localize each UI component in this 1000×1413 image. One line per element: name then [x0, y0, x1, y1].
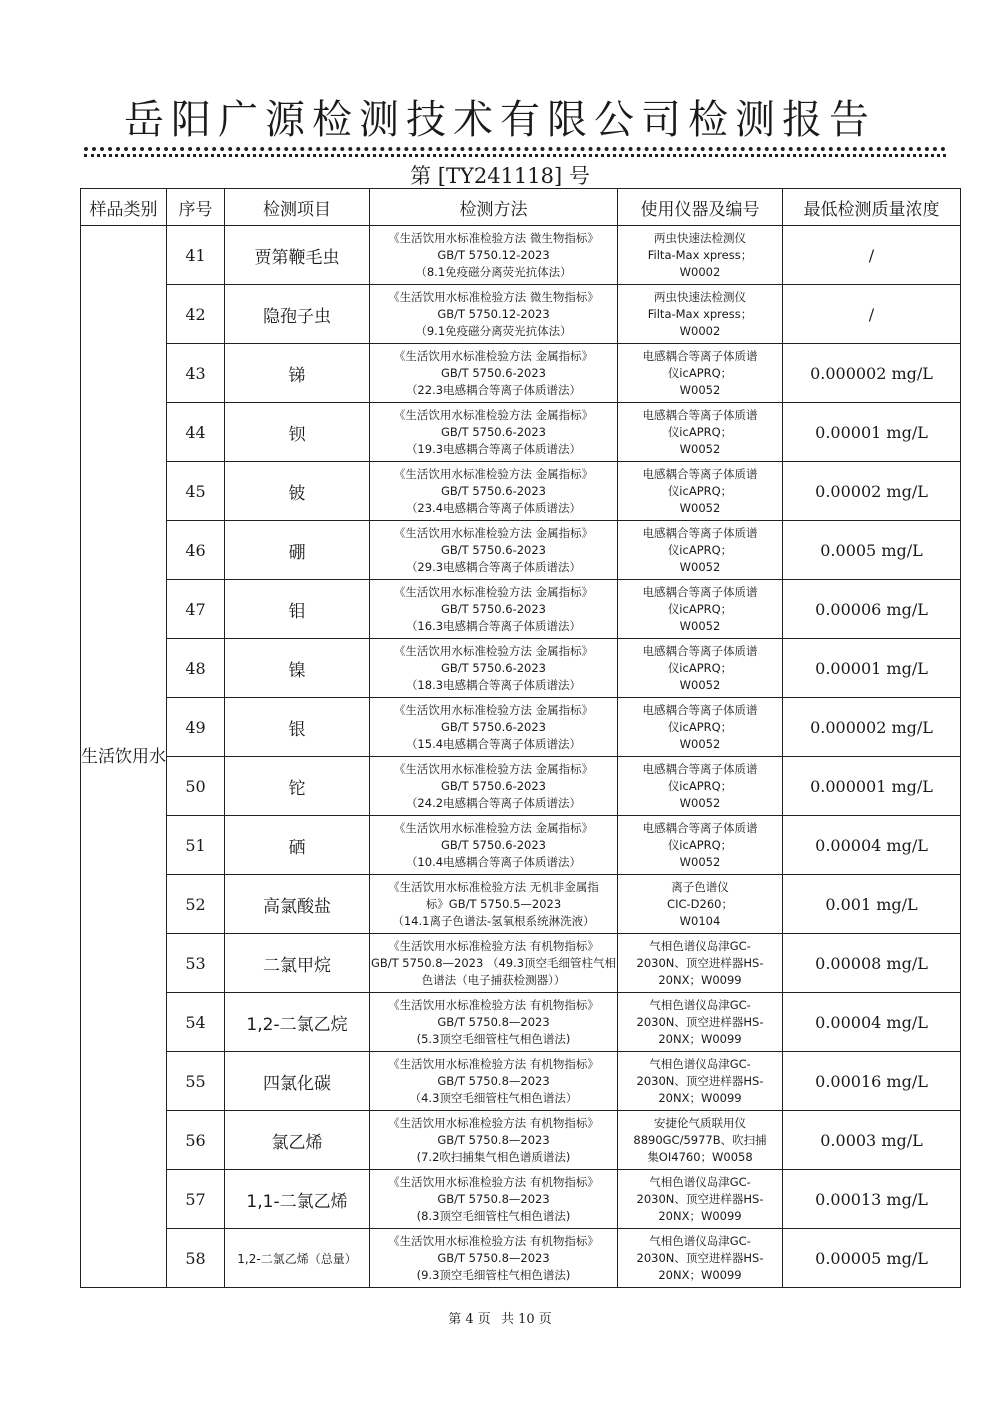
row-item: 银 [225, 698, 370, 757]
method-line: 《生活饮用水标准检验方法 金属指标》 [393, 761, 594, 776]
instrument-line: 电感耦合等离子体质谱 [642, 643, 758, 658]
row-instrument [618, 816, 783, 875]
header-category: 样品类别 [81, 189, 167, 226]
row-limit: 0.00006 mg/L [783, 580, 961, 639]
row-limit: / [783, 226, 961, 285]
method-line: 《生活饮用水标准检验方法 金属指标》 [393, 525, 594, 540]
row-seq: 43 [167, 344, 225, 403]
instrument-line: 气相色谱仪岛津GC- [649, 1233, 751, 1248]
row-method [370, 639, 618, 698]
method-line: （22.3电感耦合等离子体质谱法） [405, 382, 582, 397]
table-row [81, 639, 961, 698]
row-item: 隐孢子虫 [225, 285, 370, 344]
row-method [370, 580, 618, 639]
report-number: 第 [TY241118] 号 [410, 164, 590, 188]
row-limit: 0.00001 mg/L [783, 403, 961, 462]
title-divider-secondary [84, 154, 946, 157]
method-line: 《生活饮用水标准检验方法 金属指标》 [393, 407, 594, 422]
row-seq: 49 [167, 698, 225, 757]
instrument-line: 仪icAPRQ； [667, 483, 733, 498]
table-row [81, 1229, 961, 1288]
instrument-line: 仪icAPRQ； [667, 542, 733, 557]
row-seq: 47 [167, 580, 225, 639]
instrument-line: W0052 [679, 677, 721, 692]
instrument-line: 气相色谱仪岛津GC- [649, 1056, 751, 1071]
instrument-line: 仪icAPRQ； [667, 601, 733, 616]
header-method: 检测方法 [370, 189, 618, 226]
method-line: 标》GB/T 5750.5—2023 [425, 896, 562, 911]
method-line: （19.3电感耦合等离子体质谱法） [405, 441, 582, 456]
method-line: （15.4电感耦合等离子体质谱法） [405, 736, 582, 751]
table-row [81, 757, 961, 816]
method-line: GB/T 5750.8—2023 [437, 1132, 550, 1147]
row-instrument [618, 1229, 783, 1288]
instrument-line: 气相色谱仪岛津GC- [649, 997, 751, 1012]
row-limit: 0.00004 mg/L [783, 816, 961, 875]
row-method [370, 285, 618, 344]
title-divider [84, 147, 946, 151]
method-line: GB/T 5750.6-2023 [440, 542, 546, 557]
table-row [81, 226, 961, 285]
row-instrument [618, 226, 783, 285]
row-limit: 0.0003 mg/L [783, 1111, 961, 1170]
row-instrument [618, 344, 783, 403]
row-seq: 57 [167, 1170, 225, 1229]
row-method [370, 875, 618, 934]
row-instrument [618, 934, 783, 993]
row-limit: / [783, 285, 961, 344]
row-item: 铍 [225, 462, 370, 521]
table-row [81, 580, 961, 639]
method-line: （23.4电感耦合等离子体质谱法） [405, 500, 582, 515]
row-limit: 0.00004 mg/L [783, 993, 961, 1052]
instrument-line: 8890GC/5977B、吹扫捕 [633, 1132, 767, 1147]
method-line: 《生活饮用水标准检验方法 有机物指标》 [388, 1115, 599, 1130]
method-line: GB/T 5750.6-2023 [440, 778, 546, 793]
table-row [81, 344, 961, 403]
table-row [81, 403, 961, 462]
method-line: GB/T 5750.12-2023 [437, 306, 550, 321]
method-line: （16.3电感耦合等离子体质谱法） [405, 618, 582, 633]
method-line: (5.3顶空毛细管柱气相色谱法) [416, 1031, 571, 1046]
instrument-line: 电感耦合等离子体质谱 [642, 702, 758, 717]
row-method [370, 993, 618, 1052]
row-instrument [618, 580, 783, 639]
method-line: (9.3顶空毛细管柱气相色谱法) [416, 1267, 571, 1282]
table-row [81, 285, 961, 344]
row-method [370, 462, 618, 521]
method-line: 《生活饮用水标准检验方法 金属指标》 [393, 466, 594, 481]
row-seq: 44 [167, 403, 225, 462]
instrument-line: 电感耦合等离子体质谱 [642, 761, 758, 776]
method-line: GB/T 5750.8—2023 [437, 1191, 550, 1206]
instrument-line: 安捷伦气质联用仪 [654, 1115, 746, 1130]
method-line: GB/T 5750.6-2023 [440, 719, 546, 734]
row-item: 钡 [225, 403, 370, 462]
instrument-line: 电感耦合等离子体质谱 [642, 584, 758, 599]
instrument-line: 两虫快速法检测仪 [654, 289, 746, 304]
instrument-line: W0052 [679, 795, 721, 810]
instrument-line: W0052 [679, 441, 721, 456]
method-line: GB/T 5750.6-2023 [440, 424, 546, 439]
instrument-line: 2030N、顶空进样器HS- [636, 1073, 764, 1088]
row-item: 四氯化碳 [225, 1052, 370, 1111]
row-limit: 0.000002 mg/L [783, 698, 961, 757]
instrument-line: W0002 [679, 323, 721, 338]
instrument-line: Filta-Max xpress； [647, 306, 753, 321]
row-method [370, 403, 618, 462]
row-item: 氯乙烯 [225, 1111, 370, 1170]
row-seq: 56 [167, 1111, 225, 1170]
instrument-line: 仪icAPRQ； [667, 660, 733, 675]
row-item: 铊 [225, 757, 370, 816]
method-line: (8.3顶空毛细管柱气相色谱法) [416, 1208, 571, 1223]
instrument-line: 气相色谱仪岛津GC- [649, 938, 751, 953]
row-instrument [618, 462, 783, 521]
row-limit: 0.00002 mg/L [783, 462, 961, 521]
instrument-line: 2030N、顶空进样器HS- [636, 1191, 764, 1206]
row-instrument [618, 1170, 783, 1229]
row-method [370, 226, 618, 285]
row-method [370, 1170, 618, 1229]
method-line: GB/T 5750.6-2023 [440, 837, 546, 852]
row-limit: 0.001 mg/L [783, 875, 961, 934]
instrument-line: 2030N、顶空进样器HS- [636, 955, 764, 970]
header-instrument: 使用仪器及编号 [618, 189, 783, 226]
method-line: （24.2电感耦合等离子体质谱法） [405, 795, 582, 810]
method-line: 《生活饮用水标准检验方法 有机物指标》 [388, 1174, 599, 1189]
instrument-line: W0002 [679, 264, 721, 279]
method-line: GB/T 5750.8—2023 （49.3顶空毛细管柱气相 [370, 955, 617, 970]
page-number: 第 4 页 [448, 1312, 491, 1327]
instrument-line: 离子色谱仪 [671, 879, 729, 894]
table-row [81, 521, 961, 580]
row-method [370, 757, 618, 816]
method-line: 《生活饮用水标准检验方法 有机物指标》 [388, 1056, 599, 1071]
method-line: （18.3电感耦合等离子体质谱法） [405, 677, 582, 692]
row-instrument [618, 757, 783, 816]
row-limit: 0.000001 mg/L [783, 757, 961, 816]
row-instrument [618, 698, 783, 757]
method-line: GB/T 5750.6-2023 [440, 660, 546, 675]
method-line: （14.1离子色谱法-氢氧根系统淋洗液） [392, 913, 595, 928]
instrument-line: W0104 [679, 913, 721, 928]
method-line: 《生活饮用水标准检验方法 微生物指标》 [388, 230, 599, 245]
method-line: 《生活饮用水标准检验方法 金属指标》 [393, 584, 594, 599]
method-line: 《生活饮用水标准检验方法 有机物指标》 [388, 1233, 599, 1248]
row-seq: 48 [167, 639, 225, 698]
row-instrument [618, 1111, 783, 1170]
row-item: 镍 [225, 639, 370, 698]
row-seq: 58 [167, 1229, 225, 1288]
sample-category: 生活饮用水 [81, 226, 167, 1288]
row-limit: 0.0005 mg/L [783, 521, 961, 580]
instrument-line: 20NX；W0099 [658, 1208, 742, 1223]
instrument-line: 2030N、顶空进样器HS- [636, 1250, 764, 1265]
row-method [370, 698, 618, 757]
instrument-line: 电感耦合等离子体质谱 [642, 348, 758, 363]
row-seq: 50 [167, 757, 225, 816]
instrument-line: 电感耦合等离子体质谱 [642, 466, 758, 481]
row-item: 二氯甲烷 [225, 934, 370, 993]
method-line: 《生活饮用水标准检验方法 微生物指标》 [388, 289, 599, 304]
instrument-line: 仪icAPRQ； [667, 424, 733, 439]
instrument-line: 20NX；W0099 [658, 1031, 742, 1046]
instrument-line: 2030N、顶空进样器HS- [636, 1014, 764, 1029]
row-limit: 0.00005 mg/L [783, 1229, 961, 1288]
instrument-line: 20NX；W0099 [658, 1090, 742, 1105]
method-line: GB/T 5750.8—2023 [437, 1014, 550, 1029]
method-line: （10.4电感耦合等离子体质谱法） [405, 854, 582, 869]
method-line: 色谱法（电子捕获检测器）） [421, 972, 566, 987]
table-row [81, 698, 961, 757]
row-seq: 51 [167, 816, 225, 875]
instrument-line: Filta-Max xpress； [647, 247, 753, 262]
row-method [370, 1229, 618, 1288]
method-line: 《生活饮用水标准检验方法 金属指标》 [393, 702, 594, 717]
table-row [81, 1052, 961, 1111]
method-line: 《生活饮用水标准检验方法 有机物指标》 [388, 938, 599, 953]
header-seq: 序号 [167, 189, 225, 226]
method-line: （8.1免疫磁分离荧光抗体法） [415, 264, 572, 279]
instrument-line: W0052 [679, 382, 721, 397]
row-instrument [618, 993, 783, 1052]
row-method [370, 934, 618, 993]
row-limit: 0.00016 mg/L [783, 1052, 961, 1111]
method-line: 《生活饮用水标准检验方法 金属指标》 [393, 643, 594, 658]
row-item: 钼 [225, 580, 370, 639]
instrument-line: 20NX；W0099 [658, 972, 742, 987]
row-instrument [618, 285, 783, 344]
row-seq: 53 [167, 934, 225, 993]
header-limit: 最低检测质量浓度 [783, 189, 961, 226]
row-seq: 45 [167, 462, 225, 521]
row-limit: 0.00001 mg/L [783, 639, 961, 698]
instrument-line: 仪icAPRQ； [667, 365, 733, 380]
instrument-line: W0052 [679, 618, 721, 633]
row-method [370, 344, 618, 403]
row-seq: 42 [167, 285, 225, 344]
table-row [81, 816, 961, 875]
row-instrument [618, 639, 783, 698]
row-limit: 0.00013 mg/L [783, 1170, 961, 1229]
row-method [370, 521, 618, 580]
row-seq: 46 [167, 521, 225, 580]
row-item: 贾第鞭毛虫 [225, 226, 370, 285]
report-title: 岳阳广源检测技术有限公司检测报告 [124, 97, 876, 143]
row-item: 高氯酸盐 [225, 875, 370, 934]
row-seq: 41 [167, 226, 225, 285]
method-line: 《生活饮用水标准检验方法 有机物指标》 [388, 997, 599, 1012]
instrument-line: 气相色谱仪岛津GC- [649, 1174, 751, 1189]
page-total: 共 10 页 [500, 1312, 552, 1327]
row-instrument [618, 875, 783, 934]
instrument-line: 仪icAPRQ； [667, 719, 733, 734]
row-instrument [618, 1052, 783, 1111]
header-item: 检测项目 [225, 189, 370, 226]
instrument-line: 集OI4760；W0058 [647, 1149, 753, 1164]
method-line: GB/T 5750.6-2023 [440, 601, 546, 616]
method-line: GB/T 5750.8—2023 [437, 1250, 550, 1265]
page-footer [0, 1308, 1000, 1327]
row-item: 锑 [225, 344, 370, 403]
method-line: 《生活饮用水标准检验方法 无机非金属指 [388, 879, 599, 894]
instrument-line: W0052 [679, 500, 721, 515]
table-row [81, 462, 961, 521]
table-row [81, 1170, 961, 1229]
row-method [370, 1052, 618, 1111]
row-seq: 54 [167, 993, 225, 1052]
row-seq: 55 [167, 1052, 225, 1111]
table-row [81, 934, 961, 993]
row-instrument [618, 403, 783, 462]
instrument-line: 电感耦合等离子体质谱 [642, 407, 758, 422]
instrument-line: 仪icAPRQ； [667, 778, 733, 793]
instrument-line: 电感耦合等离子体质谱 [642, 525, 758, 540]
instrument-line: 电感耦合等离子体质谱 [642, 820, 758, 835]
method-line: 《生活饮用水标准检验方法 金属指标》 [393, 348, 594, 363]
row-item: 1,2-二氯乙烯（总量） [225, 1229, 370, 1288]
instrument-line: 仪icAPRQ； [667, 837, 733, 852]
row-limit: 0.000002 mg/L [783, 344, 961, 403]
row-item: 1,2-二氯乙烷 [225, 993, 370, 1052]
method-line: (7.2吹扫捕集气相色谱质谱法) [416, 1149, 571, 1164]
method-line: GB/T 5750.12-2023 [437, 247, 550, 262]
table-row [81, 993, 961, 1052]
row-method [370, 816, 618, 875]
row-item: 硼 [225, 521, 370, 580]
method-line: （4.3顶空毛细管柱气相色谱法） [409, 1090, 578, 1105]
instrument-line: 两虫快速法检测仪 [654, 230, 746, 245]
method-line: GB/T 5750.8—2023 [437, 1073, 550, 1088]
row-item: 硒 [225, 816, 370, 875]
method-line: GB/T 5750.6-2023 [440, 365, 546, 380]
method-line: 《生活饮用水标准检验方法 金属指标》 [393, 820, 594, 835]
instrument-line: W0052 [679, 559, 721, 574]
row-instrument [618, 521, 783, 580]
instrument-line: W0052 [679, 736, 721, 751]
instrument-line: 20NX；W0099 [658, 1267, 742, 1282]
instrument-line: CIC-D260； [667, 896, 733, 911]
instrument-line: W0052 [679, 854, 721, 869]
method-line: GB/T 5750.6-2023 [440, 483, 546, 498]
row-limit: 0.00008 mg/L [783, 934, 961, 993]
results-table [80, 188, 961, 1288]
method-line: （9.1免疫磁分离荧光抗体法） [415, 323, 572, 338]
row-seq: 52 [167, 875, 225, 934]
table-row [81, 875, 961, 934]
row-item: 1,1-二氯乙烯 [225, 1170, 370, 1229]
row-method [370, 1111, 618, 1170]
method-line: （29.3电感耦合等离子体质谱法） [405, 559, 582, 574]
table-header-row [81, 189, 961, 226]
table-row [81, 1111, 961, 1170]
